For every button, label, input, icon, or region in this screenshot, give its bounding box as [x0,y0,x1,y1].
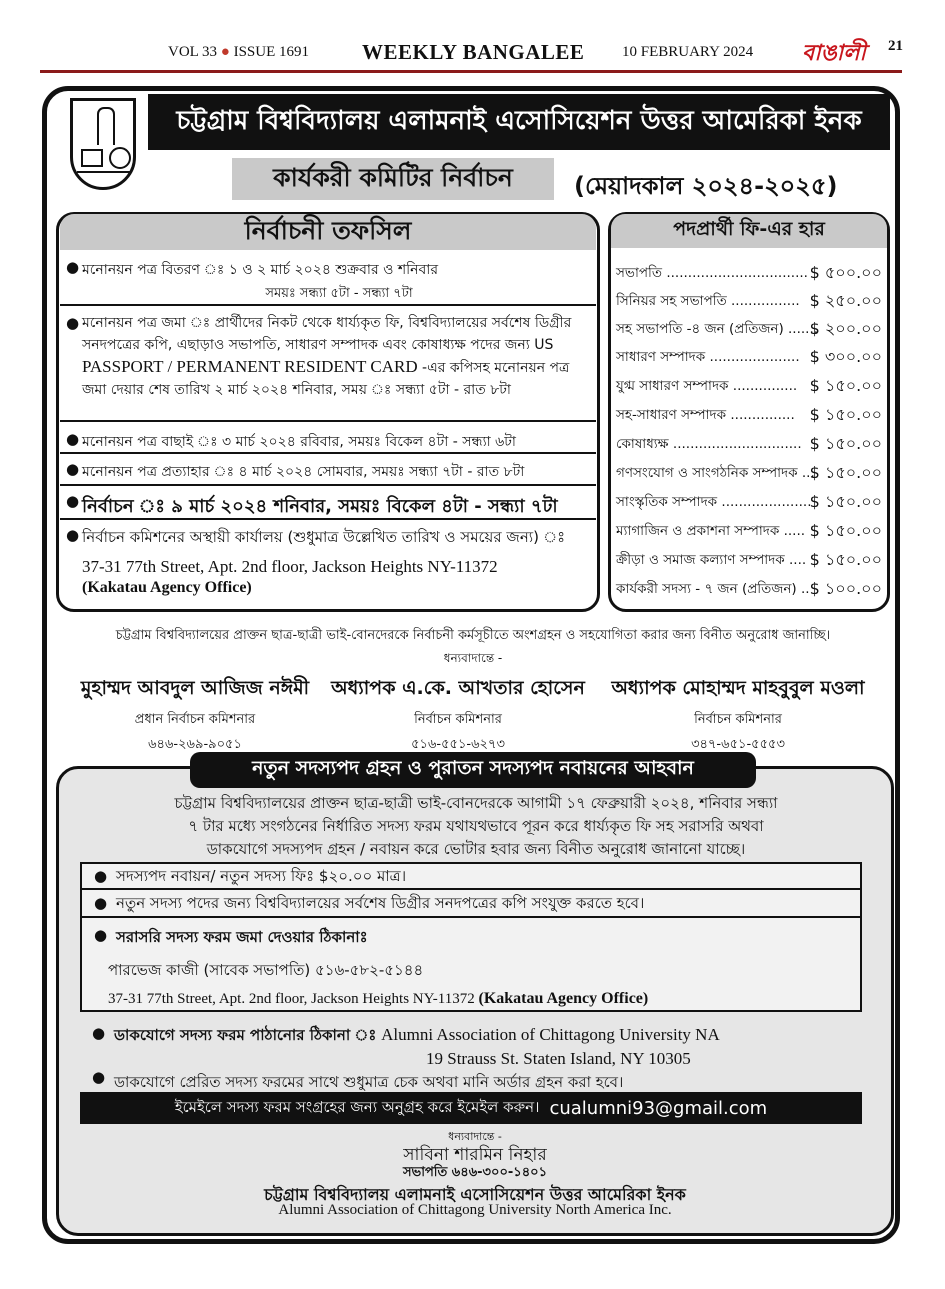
fee-row [616,342,884,370]
fee-label: সাংস্কৃতিক সম্পাদক ..................... [616,494,812,510]
membership-mail-row: ● ডাকযোগে সদস্য ফরম পাঠানোর ঠিকানা ঃ Alumni Association of Chittagong University NA 19 Strauss St. Staten Island, NY 10305 ডাকযোগে প্রেরিত সদস্য ফরমের সাথে শুধুমাত্র চেক অথবা মানি অর্ডার গ্রহন করা হবে। [92,1024,720,1091]
fee-amount: $ ১৫০.০০ [809,463,882,482]
mail-note-bullet: ● [92,1068,106,1086]
fee-label: গণসংযোগ ও সাংগঠনিক সম্পাদক ... [616,465,815,481]
schedule-row-withdrawal: ● মনোনয়ন পত্র প্রত্যাহার ঃ ৪ মার্চ ২০২৪ সোমবার, সময়ঃ সন্ধ্যা ৭টা - রাত ৮টা [60,452,596,484]
appeal-text: চট্টগ্রাম বিশ্ববিদ্যালয়ের প্রাক্তন ছাত্র-ছাত্রী ভাই-বোনদেরকে নির্বাচনী কর্মসূচীতে অংশগ্রহন ও সহযোগিতা করার জন্য বিনীত অনুরোধ জানাচ্ছি। [115,628,831,643]
fee-label: সাধারণ সম্পাদক ..................... [616,349,800,365]
closing-thanks: ধন্যবাদান্তে - [448,1130,502,1143]
president-role: সভাপতি ৬৪৬-৩০০-১৪০১ [402,1165,548,1180]
fee-amount: $ ২৫০.০০ [809,291,882,310]
fee-row [616,314,884,342]
fee-row [616,400,884,428]
fee-amount: $ ১৫০.০০ [809,434,882,453]
president-name: সাবিনা শারমিন নিহার [403,1145,547,1165]
fee-row [616,574,884,602]
issue-date: 10 FEBRUARY 2024 [622,44,754,60]
election-title: কার্যকরী কমিটির নির্বাচন [232,158,554,200]
fee-amount: $ ১৫০.০০ [809,492,882,511]
masthead-logo: বাঙালী [802,40,866,66]
fee-amount: $ ১৫০.০০ [809,376,882,395]
newspaper-title: WEEKLY BANGALEE [362,40,585,64]
fee-row [616,487,884,515]
fee-label: সহ-সাধারণ সম্পাদক ............... [616,407,795,423]
fee-row [616,258,884,286]
fee-row [616,516,884,544]
schedule-heading: নির্বাচনী তফসিল [60,214,596,250]
header-rule [40,70,902,73]
fee-row [616,458,884,486]
page-header [40,36,903,70]
fee-label: ম্যাগাজিন ও প্রকাশনা সম্পাদক ..... [616,523,806,539]
fee-amount: $ ২০০.০০ [809,319,882,338]
fee-label: কার্যকরী সদস্য - ৭ জন (প্রতিজন) .. [616,581,810,597]
fee-row [616,429,884,457]
university-seal-icon [70,98,136,190]
fee-label: সহ সভাপতি -৪ জন (প্রতিজন) ....... [616,321,819,337]
fee-row [616,286,884,314]
email-bar: ইমেইলে সদস্য ফরম সংগ্রহের জন্য অনুগ্রহ করে ইমেইল করুন। cualumni93@gmail.com [80,1092,862,1124]
page-number: 21 [888,38,903,54]
thanks-text: ধন্যবাদান্তে - [443,651,503,665]
membership-fee-row: ● সদস্যপদ নবায়ন/ নতুন সদস্য ফিঃ $২০.০০ মাত্র। [80,862,862,890]
org-title-banner: চট্টগ্রাম বিশ্ববিদ্যালয় এলামনাই এসোসিয়েশন উত্তর আমেরিকা ইনক [148,94,890,150]
fee-row [616,545,884,573]
fee-amount: $ ১০০.০০ [809,579,882,598]
fee-amount: $ ১৫০.০০ [809,521,882,540]
schedule-row-scrutiny: ● মনোনয়ন পত্র বাছাই ঃ ৩ মার্চ ২০২৪ রবিবার, সময়ঃ বিকেল ৪টা - সন্ধ্যা ৬টা [60,420,596,454]
schedule-row-submission: ● মনোনয়ন পত্র জমা ঃ প্রার্থীদের নিকট থেকে ধার্য্যকৃত ফি, বিশ্ববিদ্যালয়ের সর্বশেষ ডিগ্রীর সনদপত্রের কপি, এছাড়াও সভাপতি, সাধারণ সম্পাদক এবং কোষাধ্যক্ষ পদের জন্য US PASSPORT / PERMANENT RESIDENT CARD -এর কপিসহ মনোনয়ন পত্র জমা দেয়ার শেষ তারিখ ২ মার্চ ২০২৪ শনিবার, সময় ঃ সন্ধ্যা ৫টা - রাত ৮টা [60,304,596,401]
fee-label: সিনিয়র সহ সভাপতি ................ [616,293,800,309]
membership-direct-row: ● সরাসরি সদস্য ফরম জমা দেওয়ার ঠিকানাঃ পারভেজ কাজী (সাবেক সভাপতি) ৫১৬-৫৮২-৫১৪৪ 37-31 77th Street, Apt. 2nd floor, Jackson Heights NY-11372 (Kakatau Agency Office) [80,916,862,1012]
commissioner-1: মুহাম্মদ আবদুল আজিজ নঈমী প্রধান নির্বাচন কমিশনার ৬৪৬-২৬৯-৯০৫১ [80,677,310,752]
fee-amount: $ ৩০০.০০ [809,347,882,366]
closing-org-bn: চট্টগ্রাম বিশ্ববিদ্যালয় এলামনাই এসোসিয়েশন উত্তর আমেরিকা ইনক [264,1185,686,1204]
membership-heading: নতুন সদস্যপদ গ্রহন ও পুরাতন সদস্যপদ নবায়নের আহবান [190,752,756,788]
fee-amount: $ ১৫০.০০ [809,405,882,424]
closing-org-en: Alumni Association of Chittagong University North America Inc. [278,1202,672,1218]
commissioner-2: অধ্যাপক এ.কে. আখতার হোসেন নির্বাচন কমিশনার ৫১৬-৫৫১-৬২৭৩ [331,677,585,752]
fee-label: কোষাধ্যক্ষ .............................. [616,436,802,452]
volume-issue: VOL 33 ● ISSUE 1691 [168,44,310,60]
fee-amount: $ ৫০০.০০ [809,263,882,282]
fee-label: ক্রীড়া ও সমাজ কল্যাণ সম্পাদক .... [616,552,807,568]
fee-heading: পদপ্রার্থী ফি-এর হার [611,214,887,248]
fee-row [616,371,884,399]
fee-amount: $ ১৫০.০০ [809,550,882,569]
fee-label: যুগ্ম সাধারণ সম্পাদক ............... [616,378,798,394]
membership-degree-row: ● নতুন সদস্য পদের জন্য বিশ্ববিদ্যালয়ের সর্বশেষ ডিগ্রীর সনদপত্রের কপি সংযুক্ত করতে হবে। [80,888,862,918]
schedule-row-election: ● নির্বাচন ঃ ৯ মার্চ ২০২৪ শনিবার, সময়ঃ বিকেল ৪টা - সন্ধ্যা ৭টা [60,484,596,518]
email-link[interactable]: cualumni93@gmail.com [549,1097,768,1119]
membership-intro: চট্টগ্রাম বিশ্ববিদ্যালয়ের প্রাক্তন ছাত্র-ছাত্রী ভাই-বোনদেরকে আগামী ১৭ ফেব্রুয়ারী ২০২৪, শনিবার সন্ধ্যা ৭ টার মধ্যে সংগঠনের নির্ধারিত সদস্য ফরম যথাযথভাবে পূরন করে ধার্য্যকৃত ফি সহ সরাসরি অথবা ডাকযোগে সদস্যপদ গ্রহন / নবায়ন করে ভোটার হবার জন্য বিনীত অনুরোধ জানানো যাচ্ছে। [174,794,778,858]
schedule-row-distribution: ● মনোনয়ন পত্র বিতরণ ঃ ১ ও ২ মার্চ ২০২৪ শুক্রবার ও শনিবার সময়ঃ সন্ধ্যা ৫টা - সন্ধ্যা ৭টা [66,258,439,301]
commissioner-3: অধ্যাপক মোহাম্মদ মাহবুবুল মওলা নির্বাচন কমিশনার ৩৪৭-৬৫১-৫৫৫৩ [611,677,865,752]
schedule-row-office: ● নির্বাচন কমিশনের অস্থায়ী কার্যালয় (শুধুমাত্র উল্লেখিত তারিখ ও সময়ের জন্য) ঃ 37-31 77th Street, Apt. 2nd floor, Jackson Heights NY-11372 (Kakatau Agency Office) [60,518,596,597]
term-period: (মেয়াদকাল ২০২৪-২০২৫) [574,172,838,200]
fee-label: সভাপতি ................................. [616,265,808,281]
